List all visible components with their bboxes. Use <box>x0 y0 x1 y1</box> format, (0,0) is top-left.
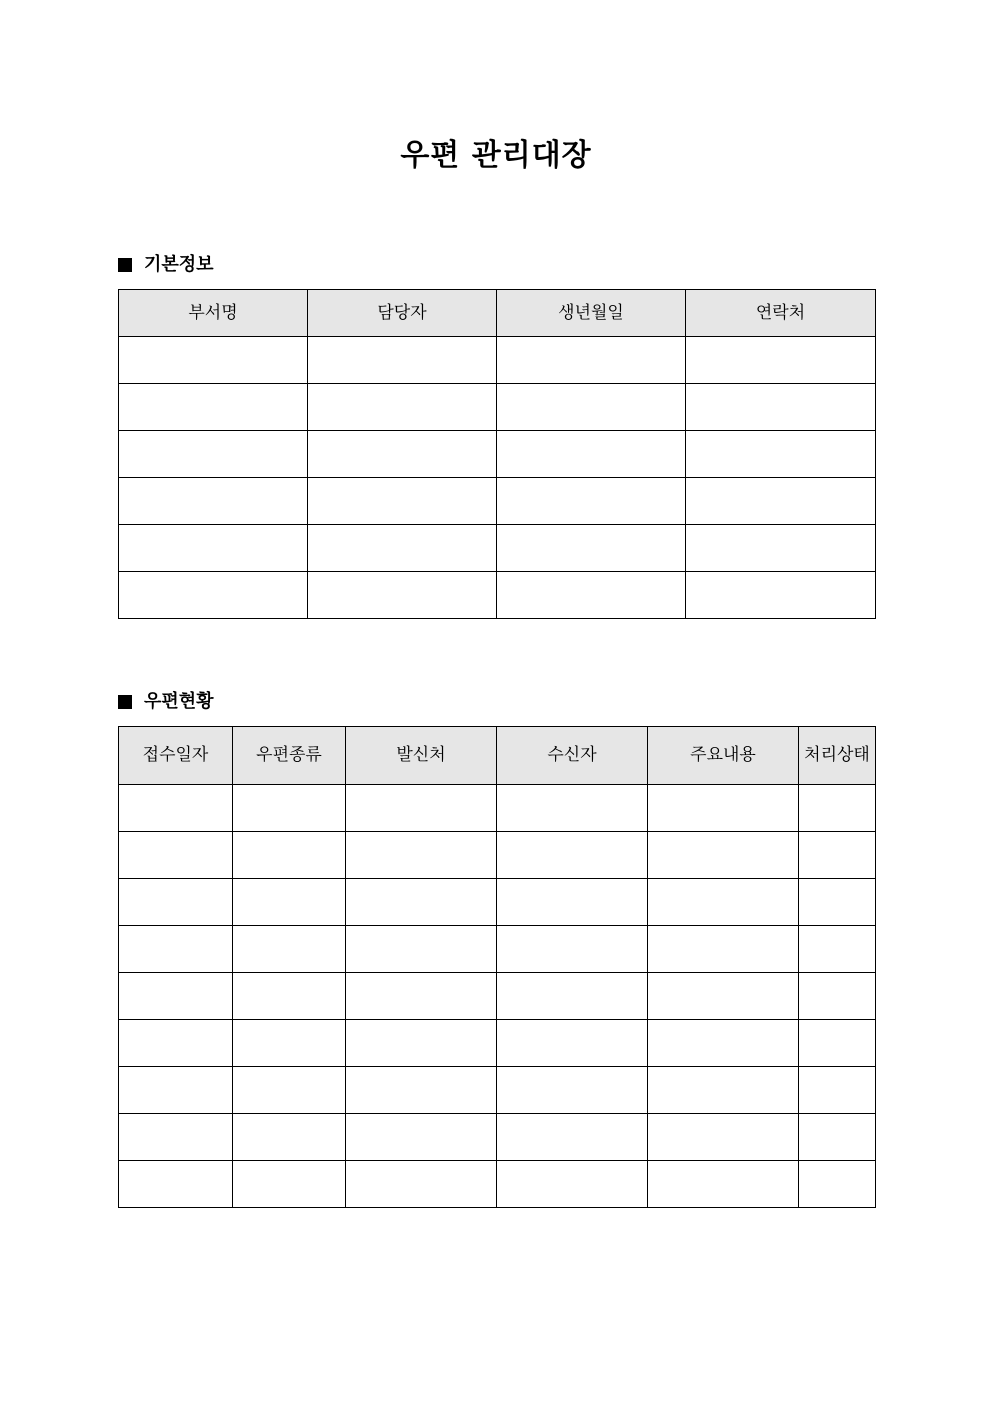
mail-status-cell[interactable] <box>346 785 497 832</box>
table-row <box>119 1114 876 1161</box>
section-heading-basic-info <box>118 253 214 277</box>
table-row <box>119 926 876 973</box>
mail-status-cell[interactable] <box>799 1161 876 1208</box>
mail-status-cell[interactable] <box>119 1067 233 1114</box>
mail-status-cell[interactable] <box>346 1020 497 1067</box>
mail-status-cell[interactable] <box>346 1067 497 1114</box>
mail-status-cell[interactable] <box>648 1114 799 1161</box>
mail-status-cell[interactable] <box>346 1161 497 1208</box>
table-row <box>119 1067 876 1114</box>
mail-status-cell[interactable] <box>799 926 876 973</box>
mail-status-cell[interactable] <box>497 1020 648 1067</box>
basic-info-cell[interactable] <box>686 572 876 619</box>
basic-info-cell[interactable] <box>497 525 686 572</box>
mail-status-cell[interactable] <box>648 1020 799 1067</box>
mail-status-cell[interactable] <box>799 785 876 832</box>
mail-status-cell[interactable] <box>648 785 799 832</box>
mail-status-cell[interactable] <box>497 1161 648 1208</box>
basic-info-cell[interactable] <box>119 525 308 572</box>
section-heading-label: 기본정보 <box>144 254 214 275</box>
basic-info-cell[interactable] <box>119 431 308 478</box>
column-header-department: 부서명 <box>119 290 308 337</box>
basic-info-cell[interactable] <box>308 337 497 384</box>
mail-status-cell[interactable] <box>119 1020 233 1067</box>
basic-info-cell[interactable] <box>686 525 876 572</box>
mail-status-cell[interactable] <box>497 973 648 1020</box>
basic-info-cell[interactable] <box>497 384 686 431</box>
mail-status-cell[interactable] <box>346 973 497 1020</box>
mail-status-cell[interactable] <box>233 926 346 973</box>
mail-status-cell[interactable] <box>497 926 648 973</box>
mail-status-cell[interactable] <box>119 879 233 926</box>
column-header-contact: 연락처 <box>686 290 876 337</box>
table-header-row <box>119 290 876 337</box>
basic-info-cell[interactable] <box>119 572 308 619</box>
mail-status-cell[interactable] <box>346 926 497 973</box>
mail-status-cell[interactable] <box>119 926 233 973</box>
mail-status-cell[interactable] <box>799 1020 876 1067</box>
basic-info-cell[interactable] <box>686 337 876 384</box>
mail-status-cell[interactable] <box>233 785 346 832</box>
basic-info-cell[interactable] <box>308 478 497 525</box>
section-heading-label: 우편현황 <box>144 691 214 712</box>
table-row <box>119 879 876 926</box>
page-title: 우편 관리대장 <box>400 138 592 173</box>
mail-status-cell[interactable] <box>233 1020 346 1067</box>
basic-info-cell[interactable] <box>497 478 686 525</box>
table-row <box>119 525 876 572</box>
mail-status-table <box>118 726 876 1208</box>
column-header-mail-type: 우편종류 <box>233 727 346 785</box>
basic-info-cell[interactable] <box>308 431 497 478</box>
mail-status-cell[interactable] <box>648 1067 799 1114</box>
basic-info-cell[interactable] <box>686 384 876 431</box>
mail-status-cell[interactable] <box>497 879 648 926</box>
basic-info-cell[interactable] <box>119 384 308 431</box>
table-row <box>119 384 876 431</box>
table-row <box>119 337 876 384</box>
mail-status-cell[interactable] <box>648 973 799 1020</box>
basic-info-cell[interactable] <box>119 337 308 384</box>
mail-status-cell[interactable] <box>119 973 233 1020</box>
column-header-sender: 발신처 <box>346 727 497 785</box>
mail-status-cell[interactable] <box>497 785 648 832</box>
table-header-row <box>119 727 876 785</box>
square-bullet-icon <box>118 695 132 709</box>
column-header-receipt-date: 접수일자 <box>119 727 233 785</box>
table-row <box>119 478 876 525</box>
basic-info-cell[interactable] <box>686 431 876 478</box>
mail-status-cell[interactable] <box>119 1161 233 1208</box>
table-row <box>119 973 876 1020</box>
mail-status-cell[interactable] <box>648 1161 799 1208</box>
mail-status-cell[interactable] <box>233 1114 346 1161</box>
basic-info-cell[interactable] <box>308 525 497 572</box>
table-row <box>119 785 876 832</box>
basic-info-cell[interactable] <box>686 478 876 525</box>
basic-info-cell[interactable] <box>497 337 686 384</box>
square-bullet-icon <box>118 258 132 272</box>
table-row <box>119 431 876 478</box>
section-heading-mail-status <box>118 690 214 714</box>
column-header-birthdate: 생년월일 <box>497 290 686 337</box>
mail-status-cell[interactable] <box>119 785 233 832</box>
basic-info-cell[interactable] <box>308 572 497 619</box>
basic-info-table <box>118 289 876 619</box>
table-row <box>119 1161 876 1208</box>
mail-status-cell[interactable] <box>799 1067 876 1114</box>
mail-status-cell[interactable] <box>233 879 346 926</box>
column-header-main-content: 주요내용 <box>648 727 799 785</box>
basic-info-cell[interactable] <box>119 478 308 525</box>
basic-info-cell[interactable] <box>308 384 497 431</box>
mail-status-cell[interactable] <box>233 1067 346 1114</box>
mail-status-cell[interactable] <box>346 832 497 879</box>
mail-status-cell[interactable] <box>497 1067 648 1114</box>
column-header-recipient: 수신자 <box>497 727 648 785</box>
table-row <box>119 1020 876 1067</box>
basic-info-cell[interactable] <box>497 572 686 619</box>
mail-status-cell[interactable] <box>119 1114 233 1161</box>
mail-status-cell[interactable] <box>799 832 876 879</box>
column-header-manager: 담당자 <box>308 290 497 337</box>
mail-status-cell[interactable] <box>233 832 346 879</box>
mail-status-cell[interactable] <box>799 1114 876 1161</box>
mail-status-cell[interactable] <box>346 879 497 926</box>
mail-status-cell[interactable] <box>648 879 799 926</box>
mail-status-cell[interactable] <box>233 1161 346 1208</box>
column-header-processing-status: 처리상태 <box>799 727 876 785</box>
mail-status-cell[interactable] <box>648 926 799 973</box>
table-row <box>119 572 876 619</box>
mail-status-cell[interactable] <box>799 973 876 1020</box>
mail-status-cell[interactable] <box>233 973 346 1020</box>
mail-status-cell[interactable] <box>497 832 648 879</box>
mail-status-cell[interactable] <box>346 1114 497 1161</box>
mail-status-cell[interactable] <box>119 832 233 879</box>
basic-info-cell[interactable] <box>497 431 686 478</box>
mail-status-cell[interactable] <box>799 879 876 926</box>
mail-status-cell[interactable] <box>648 832 799 879</box>
table-row <box>119 832 876 879</box>
mail-status-cell[interactable] <box>497 1114 648 1161</box>
